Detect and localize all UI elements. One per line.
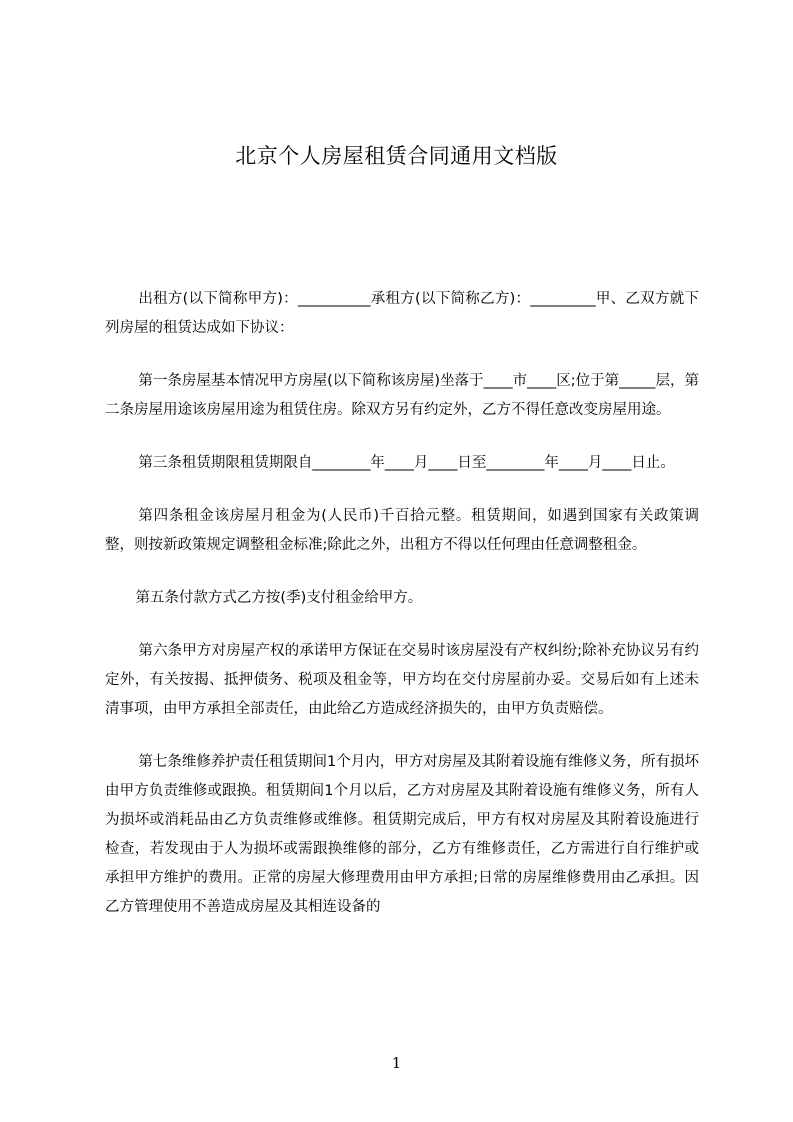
paragraph-article-4: 第四条租金该房屋月租金为(人民币)千百拾元整。租赁期间，如遇到国家有关政策调整，则按新政策规定调整租金标准;除此之外，出租方不得以任何理由任意调整租金。 — [105, 508, 699, 553]
paragraph-article-6: 第六条甲方对房屋产权的承诺甲方保证在交易时该房屋没有产权纠纷;除补充协议另有约定外，有关按揭、抵押债务、税项及租金等，甲方均在交付房屋前办妥。交易后如有上述未清事项，由甲方承担全部责任，由此给乙方造成经济损失的，由甲方负责赔偿。 — [105, 643, 699, 717]
paragraph-parties: 出租方(以下简称甲方)：__________承租方(以下简称乙方)：_________甲、乙双方就下列房屋的租赁达成如下协议： — [105, 291, 699, 336]
paragraph-article-7: 第七条维修养护责任租赁期间1个月内，甲方对房屋及其附着设施有维修义务，所有损坏由甲方负责维修或跟换。租赁期间1个月以后，乙方对房屋及其附着设施有维修义务，所有人为损坏或消耗品由乙方负责维修或维修。租赁期完成后，甲方有权对房屋及其附着设施进行检查，若发现由于人为损坏或需跟换维修的部分，乙方有维修责任，乙方需进行自行维护或承担甲方维护的费用。正常的房屋大修理费用由甲方承担;日常的房屋维修费用由乙承担。因乙方管理使用不善造成房屋及其相连设备的 — [105, 754, 699, 915]
paragraph-article-1: 第一条房屋基本情况甲方房屋(以下简称该房屋)坐落于____市____区;位于第_____层，第二条房屋用途该房屋用途为租赁住房。除双方另有约定外，乙方不得任意改变房屋用途。 — [105, 373, 699, 418]
document-body — [105, 285, 699, 946]
paragraph-article-5: 第五条付款方式乙方按(季)支付租金给甲方。 — [135, 590, 423, 606]
page-number: 1 — [391, 1054, 402, 1072]
document-title: 北京个人房屋租赁合同通用文档版 — [235, 144, 558, 168]
paragraph-article-3: 第三条租赁期限租赁期限自________年____月____日至________年____月____日止。 — [138, 455, 675, 471]
